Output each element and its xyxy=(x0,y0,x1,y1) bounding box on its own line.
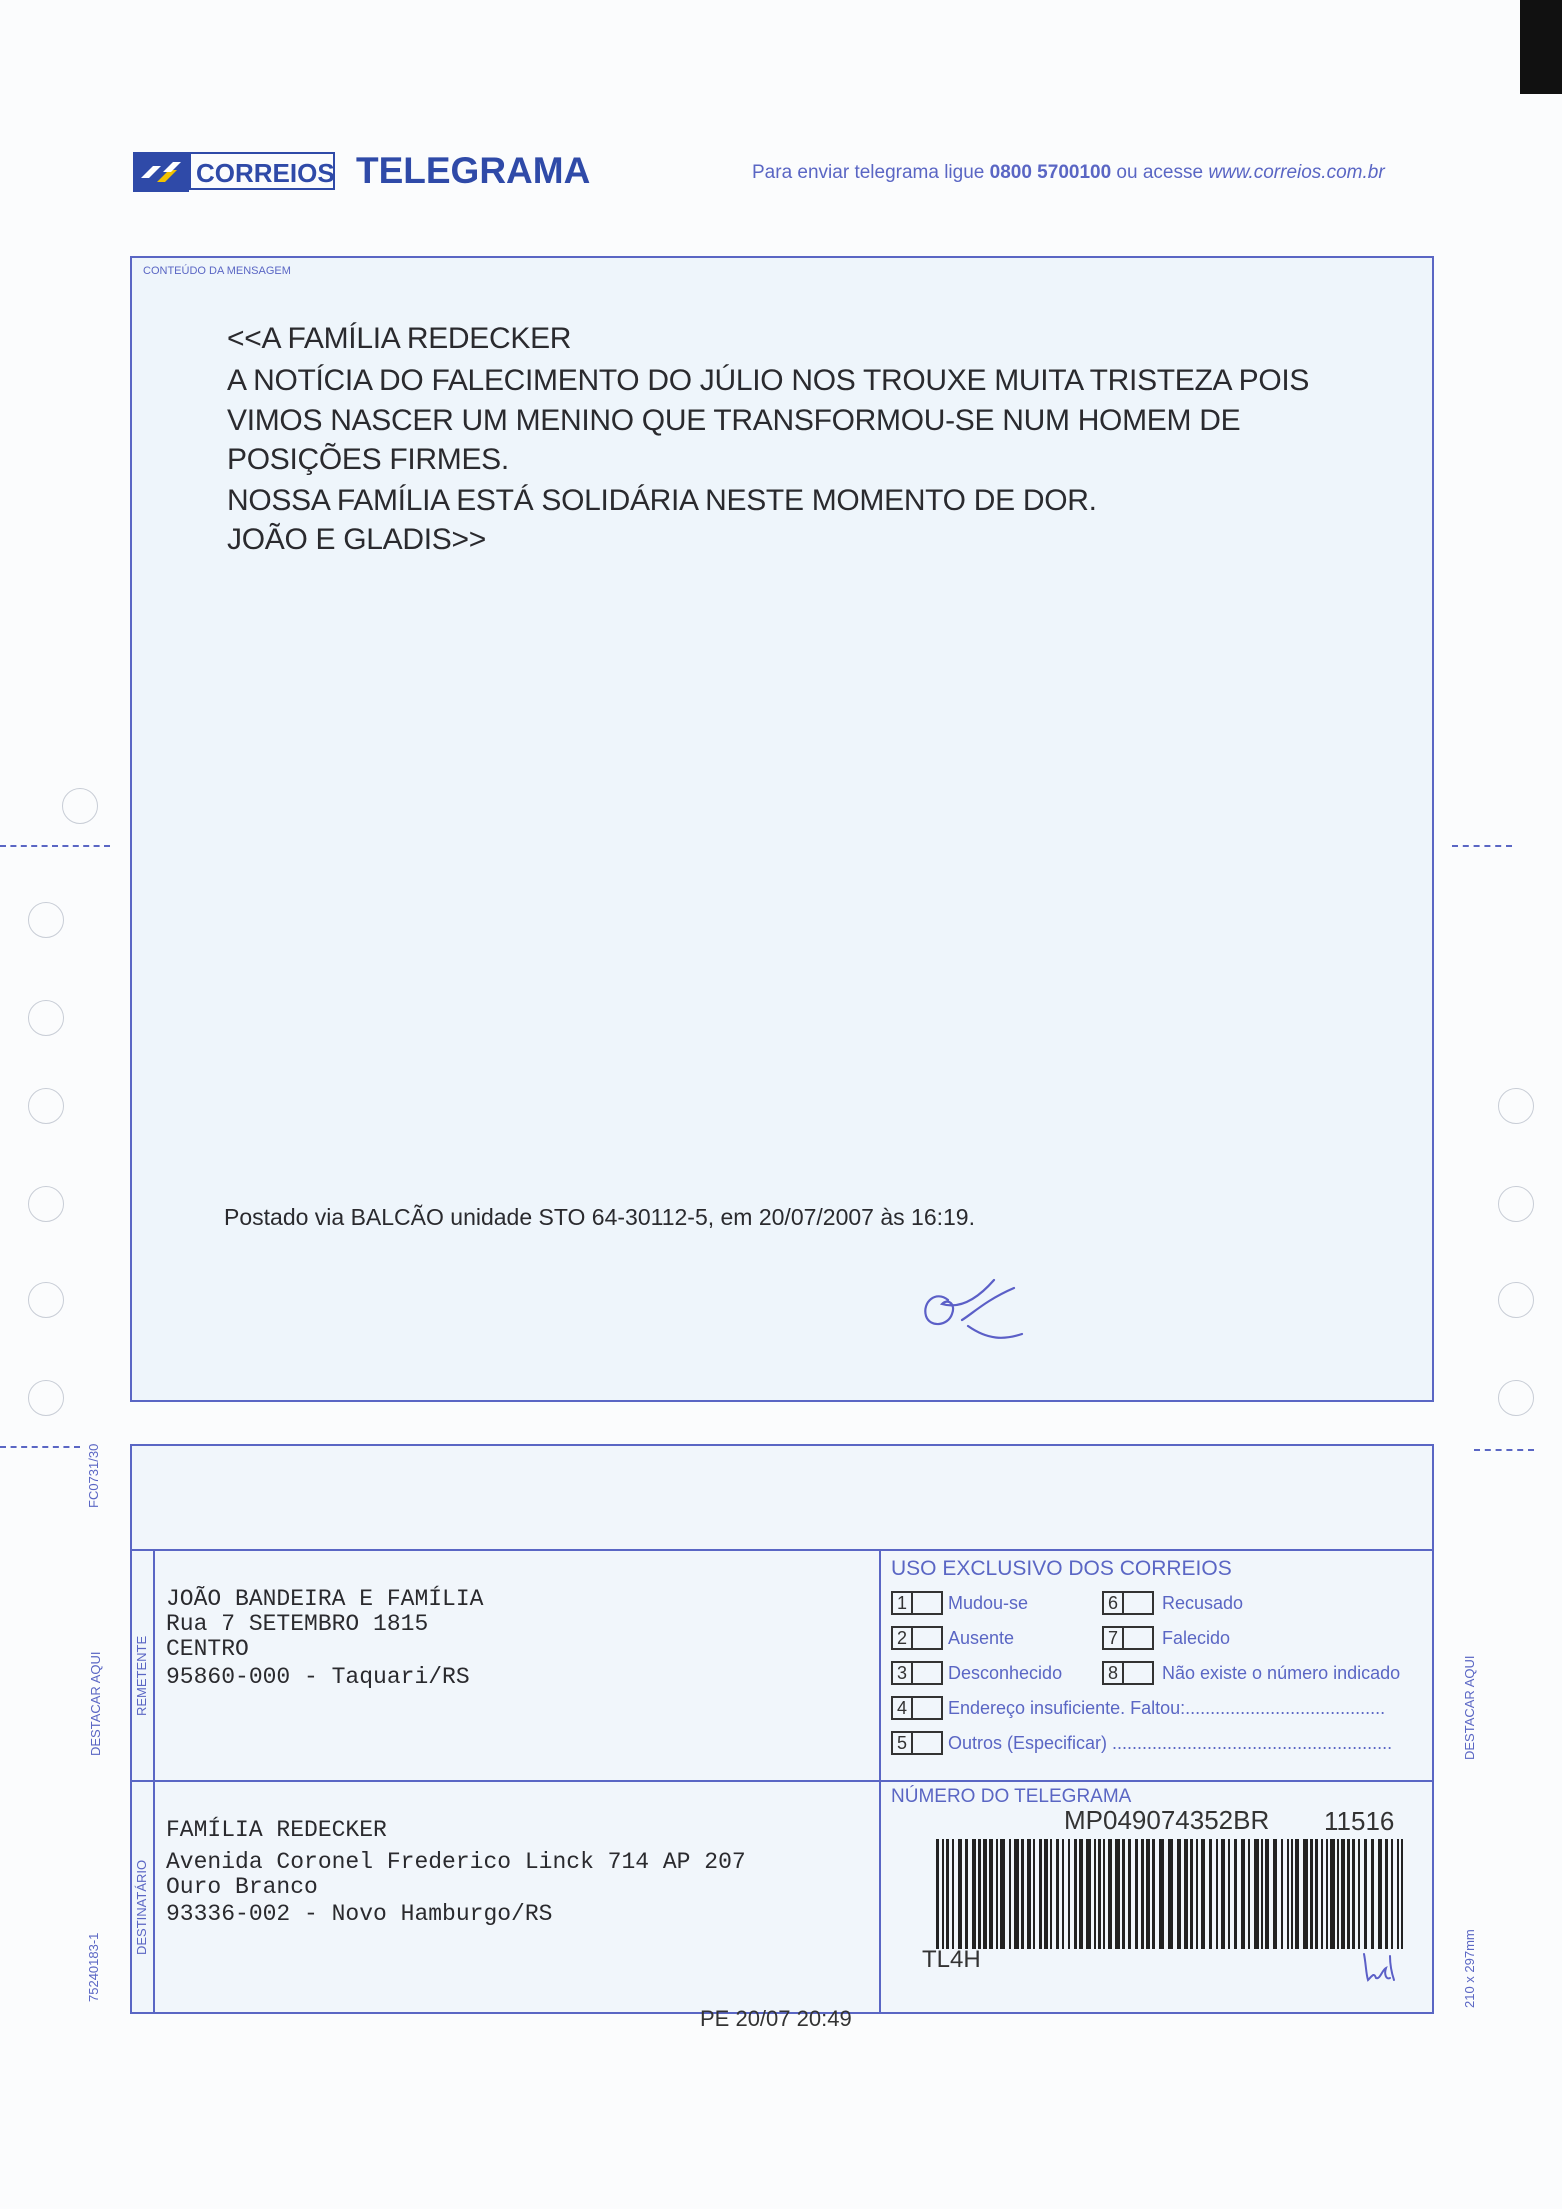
barcode-bar xyxy=(1209,1839,1212,1949)
barcode-bar xyxy=(1184,1839,1188,1949)
option-number: 1 xyxy=(891,1591,913,1615)
barcode-bar xyxy=(1371,1839,1374,1949)
header-info-prefix: Para enviar telegrama ligue xyxy=(752,162,990,183)
barcode-bar xyxy=(1352,1839,1355,1949)
barcode-bar xyxy=(1201,1839,1205,1949)
barcode-bar xyxy=(1108,1839,1112,1949)
paper-size: 210 x 297mm xyxy=(1462,1929,1477,2008)
option-number: 4 xyxy=(891,1696,913,1720)
recipient-label: DESTINATÁRIO xyxy=(134,1859,149,1955)
option-number: 7 xyxy=(1102,1626,1124,1650)
sender-line: 95860-000 - Taquari/RS xyxy=(166,1664,470,1690)
header-info xyxy=(752,162,1385,184)
divider xyxy=(130,1549,1434,1551)
detach-line xyxy=(0,1446,80,1448)
barcode-bar xyxy=(1273,1839,1277,1949)
barcode-bar xyxy=(958,1839,962,1949)
barcode-bar xyxy=(1033,1839,1035,1949)
recipient-line: Ouro Branco xyxy=(166,1874,318,1900)
punch-hole xyxy=(28,1186,64,1222)
barcode-bar xyxy=(972,1839,976,1949)
barcode-bar xyxy=(1086,1839,1091,1949)
barcode-bar xyxy=(1401,1839,1403,1949)
recipient-line: FAMÍLIA REDECKER xyxy=(166,1817,387,1843)
barcode-bar xyxy=(1310,1839,1313,1949)
option-label: Endereço insuficiente. Faltou:........................................ xyxy=(948,1698,1386,1718)
barcode-bar xyxy=(1241,1839,1245,1949)
barcode-bar xyxy=(1079,1839,1083,1949)
phone-number: 0800 5700100 xyxy=(989,162,1112,183)
option-label: Desconhecido xyxy=(948,1663,1063,1683)
barcode-bar xyxy=(1122,1839,1125,1949)
punch-hole xyxy=(62,788,98,824)
punch-hole xyxy=(1498,1186,1534,1222)
barcode-bar xyxy=(1326,1839,1328,1949)
barcode-bar xyxy=(1009,1839,1011,1949)
barcode-bar xyxy=(1397,1839,1399,1949)
barcode-bar xyxy=(1248,1839,1250,1949)
sender-line: CENTRO xyxy=(166,1636,249,1662)
barcode-bar xyxy=(1027,1839,1031,1949)
barcode-bar xyxy=(965,1839,968,1949)
barcode-bar xyxy=(1062,1839,1064,1949)
barcode-bar xyxy=(1146,1839,1150,1949)
telegram-number-title: NÚMERO DO TELEGRAMA xyxy=(891,1786,1132,1807)
punch-hole xyxy=(1498,1282,1534,1318)
barcode-bar xyxy=(1385,1839,1388,1949)
barcode-bar xyxy=(1177,1839,1181,1949)
message-label: CONTEÚDO DA MENSAGEM xyxy=(143,265,291,277)
checkbox-insufficient-address[interactable] xyxy=(913,1696,943,1720)
correios-logo-icon xyxy=(133,152,189,192)
recipient-line: 93336-002 - Novo Hamburgo/RS xyxy=(166,1901,553,1927)
barcode-bar xyxy=(1287,1839,1289,1949)
barcode-bar xyxy=(996,1839,998,1949)
serial-number: 75240183-1 xyxy=(86,1932,101,2002)
barcode-bar xyxy=(1295,1839,1299,1949)
sender-line: Rua 7 SETEMBRO 1815 xyxy=(166,1611,429,1637)
barcode-bar xyxy=(946,1839,949,1949)
option-label: Ausente xyxy=(948,1628,1015,1648)
option-number: 8 xyxy=(1102,1661,1124,1685)
checkbox-deceased[interactable] xyxy=(1124,1626,1154,1650)
checkbox-absent[interactable] xyxy=(913,1626,943,1650)
option-number: 3 xyxy=(891,1661,913,1685)
barcode xyxy=(936,1839,1406,1949)
barcode-bar xyxy=(1128,1839,1131,1949)
barcode-bar xyxy=(1135,1839,1138,1949)
punch-hole xyxy=(28,1282,64,1318)
barcode-bar xyxy=(1234,1839,1237,1949)
option-label: Falecido xyxy=(1162,1628,1231,1648)
barcode-bar xyxy=(1341,1839,1345,1949)
barcode-bar xyxy=(1044,1839,1048,1949)
checkbox-refused[interactable] xyxy=(1124,1591,1154,1615)
barcode-bar xyxy=(1330,1839,1335,1949)
website-link[interactable]: www.correios.com.br xyxy=(1208,162,1385,183)
barcode-bar xyxy=(1358,1839,1360,1949)
punch-hole xyxy=(28,902,64,938)
barcode-bar xyxy=(1152,1839,1155,1949)
barcode-bar xyxy=(1347,1839,1350,1949)
scan-edge xyxy=(1520,0,1562,94)
option-number: 6 xyxy=(1102,1591,1124,1615)
brand-name: CORREIOS xyxy=(196,158,335,188)
barcode-bar xyxy=(1050,1839,1052,1949)
barcode-bar xyxy=(1228,1839,1230,1949)
divider xyxy=(130,1780,1434,1782)
signature xyxy=(918,1270,1028,1355)
barcode-bar xyxy=(1074,1839,1077,1949)
form-code: FC0731/30 xyxy=(86,1443,101,1508)
checkbox-other[interactable] xyxy=(913,1731,943,1755)
barcode-bar xyxy=(1000,1839,1005,1949)
barcode-bar xyxy=(1021,1839,1024,1949)
option-label: Não existe o número indicado xyxy=(1162,1663,1401,1683)
punch-hole xyxy=(28,1000,64,1036)
sender-line: JOÃO BANDEIRA E FAMÍLIA xyxy=(166,1586,484,1612)
barcode-bar xyxy=(983,1839,987,1949)
barcode-bar xyxy=(1098,1839,1101,1949)
barcode-bar xyxy=(1056,1839,1059,1949)
option-number: 5 xyxy=(891,1731,913,1755)
detach-line xyxy=(1474,1449,1534,1451)
message-line: VIMOS NASCER UM MENINO QUE TRANSFORMOU-SE NUM HOMEM DE xyxy=(227,404,1241,437)
barcode-bar xyxy=(1337,1839,1339,1949)
barcode-bar xyxy=(1168,1839,1173,1949)
barcode-bar xyxy=(1281,1839,1283,1949)
handwritten-initials xyxy=(1360,1950,1400,1991)
telegram-number: 11516 xyxy=(1324,1806,1395,1836)
detach-line xyxy=(1452,845,1512,847)
barcode-bar xyxy=(1216,1839,1218,1949)
barcode-bar xyxy=(1094,1839,1096,1949)
barcode-bar xyxy=(1321,1839,1323,1949)
detach-label-right: DESTACAR AQUI xyxy=(1462,1655,1477,1760)
barcode-bar xyxy=(1039,1839,1042,1949)
recipient-line: Avenida Coronel Frederico Linck 714 AP 207 xyxy=(166,1849,746,1875)
correios-use-title: USO EXCLUSIVO DOS CORREIOS xyxy=(891,1557,1232,1580)
checkbox-unknown[interactable] xyxy=(913,1661,943,1685)
detach-label-left: DESTACAR AQUI xyxy=(88,1651,103,1756)
option-number: 2 xyxy=(891,1626,913,1650)
barcode-bar xyxy=(936,1839,939,1949)
divider xyxy=(879,1549,881,2014)
message-line: JOÃO E GLADIS>> xyxy=(227,523,486,556)
service-code: TL4H xyxy=(922,1946,981,1973)
barcode-bar xyxy=(1364,1839,1367,1949)
barcode-bar xyxy=(1159,1839,1164,1949)
barcode-bar xyxy=(942,1839,944,1949)
delivery-stamp: PE 20/07 20:49 xyxy=(700,2006,852,2031)
option-label: Outros (Especificar) ........................................................ xyxy=(948,1733,1393,1753)
barcode-bar xyxy=(1261,1839,1263,1949)
barcode-bar xyxy=(1068,1839,1070,1949)
barcode-bar xyxy=(1115,1839,1120,1949)
barcode-bar xyxy=(978,1839,981,1949)
punch-hole xyxy=(28,1380,64,1416)
detach-line xyxy=(0,845,110,847)
barcode-bar xyxy=(1254,1839,1259,1949)
barcode-bar xyxy=(1291,1839,1293,1949)
checkbox-number-not-found[interactable] xyxy=(1124,1661,1154,1685)
header-info-middle: ou acesse xyxy=(1111,162,1209,183)
barcode-bar xyxy=(989,1839,993,1949)
barcode-bar xyxy=(1265,1839,1269,1949)
divider xyxy=(153,1549,155,2014)
checkbox-moved[interactable] xyxy=(913,1591,943,1615)
option-label: Recusado xyxy=(1162,1593,1244,1613)
barcode-bar xyxy=(1141,1839,1144,1949)
option-label: Mudou-se xyxy=(948,1593,1029,1613)
punch-hole xyxy=(28,1088,64,1124)
barcode-bar xyxy=(1303,1839,1308,1949)
punch-hole xyxy=(1498,1088,1534,1124)
punch-hole xyxy=(1498,1380,1534,1416)
barcode-bar xyxy=(952,1839,954,1949)
tracking-code: MP049074352BR xyxy=(1064,1805,1270,1835)
message-line: <<A FAMÍLIA REDECKER xyxy=(227,322,572,355)
sender-label: REMETENTE xyxy=(134,1635,149,1716)
barcode-bar xyxy=(1103,1839,1105,1949)
posted-info: Postado via BALCÃO unidade STO 64-30112-5, em 20/07/2007 às 16:19. xyxy=(224,1204,975,1230)
barcode-bar xyxy=(1221,1839,1225,1949)
message-line: POSIÇÕES FIRMES. xyxy=(227,443,509,476)
barcode-bar xyxy=(1014,1839,1019,1949)
barcode-bar xyxy=(1190,1839,1193,1949)
barcode-bar xyxy=(1196,1839,1198,1949)
document-title: TELEGRAMA xyxy=(356,150,591,191)
message-line: A NOTÍCIA DO FALECIMENTO DO JÚLIO NOS TROUXE MUITA TRISTEZA POIS xyxy=(227,364,1310,397)
message-line: NOSSA FAMÍLIA ESTÁ SOLIDÁRIA NESTE MOMENTO DE DOR. xyxy=(227,484,1097,517)
barcode-bar xyxy=(1378,1839,1382,1949)
barcode-bar xyxy=(1315,1839,1318,1949)
barcode-bar xyxy=(1391,1839,1393,1949)
